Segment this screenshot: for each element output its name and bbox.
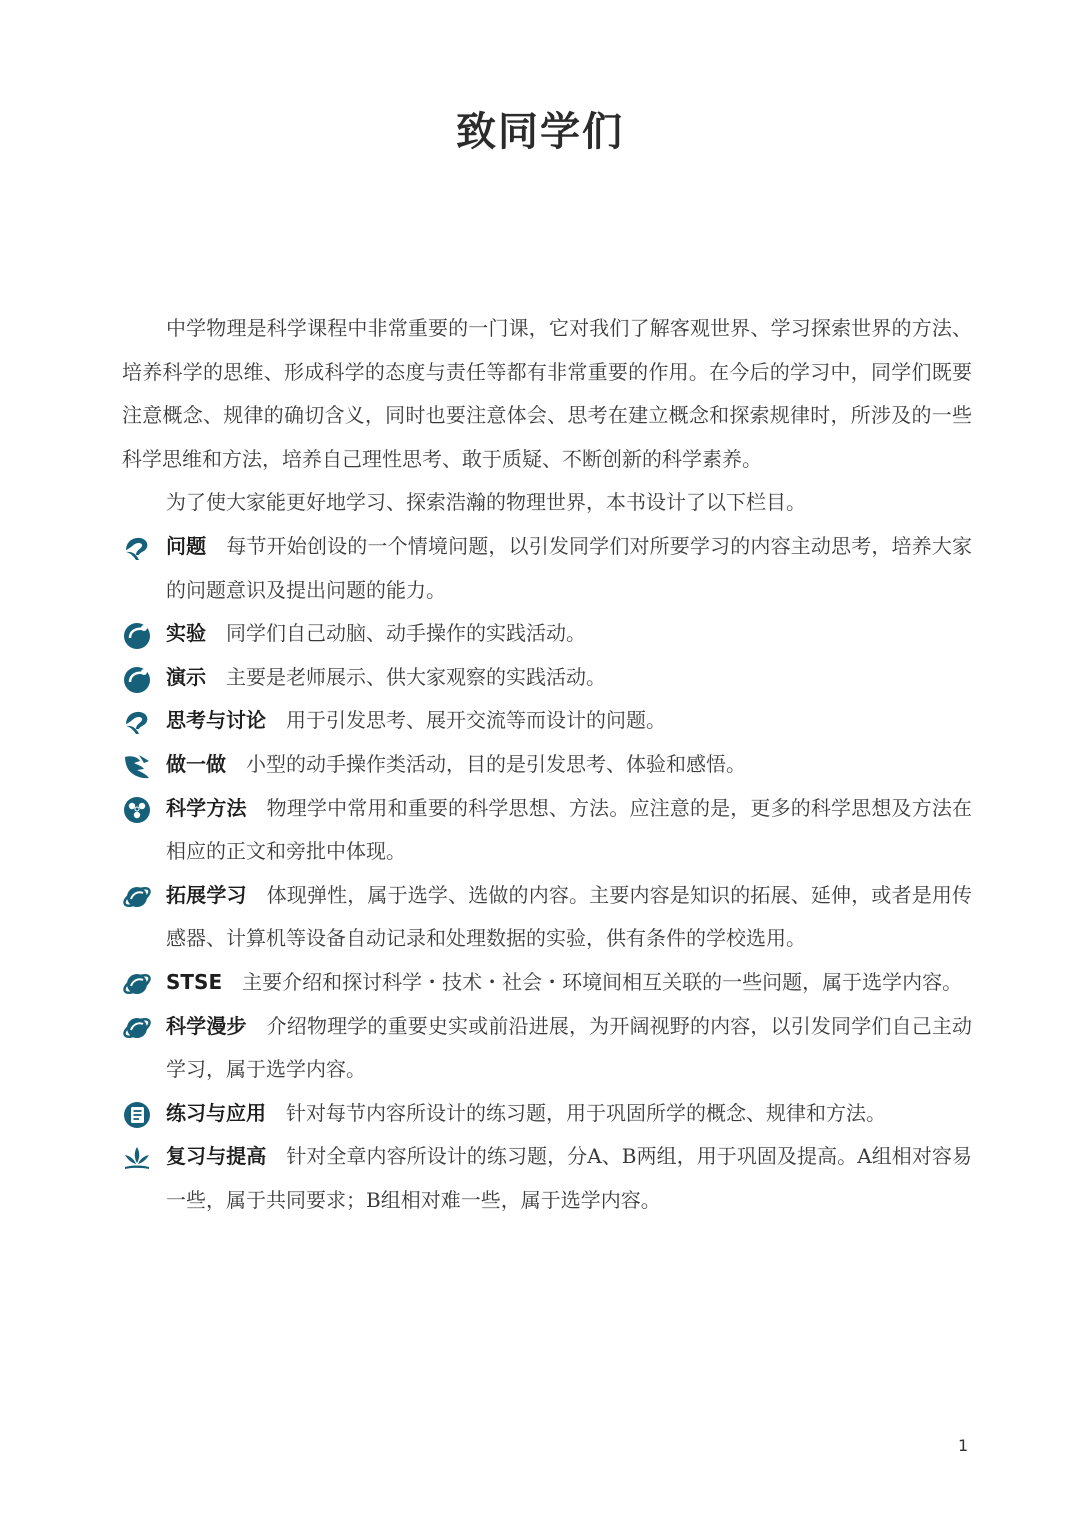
hand-icon bbox=[122, 751, 152, 781]
column-desc: 体现弹性，属于选学、选做的内容。主要内容是知识的拓展、延伸，或者是用传感器、计算机等设备自动记录和处理数据的实验，供有条件的学校选用。 bbox=[166, 882, 973, 951]
question-icon bbox=[122, 533, 152, 563]
book-icon bbox=[122, 1100, 152, 1130]
column-name: 演示 bbox=[166, 664, 206, 689]
column-name: 做一做 bbox=[166, 751, 226, 776]
column-item-experiment bbox=[122, 612, 972, 656]
column-desc: 介绍物理学的重要史实或前沿进展，为开阔视野的内容，以引发同学们自己主动学习，属于选学内容。 bbox=[166, 1013, 973, 1082]
column-desc: 主要介绍和探讨科学・技术・社会・环境间相互关联的一些问题，属于选学内容。 bbox=[242, 969, 963, 994]
column-name: 科学方法 bbox=[166, 795, 247, 820]
column-desc: 用于引发思考、展开交流等而设计的问题。 bbox=[286, 708, 666, 733]
column-item-review bbox=[122, 1135, 972, 1222]
column-desc: 物理学中常用和重要的科学思想、方法。应注意的是，更多的科学思想及方法在相应的正文和旁批中体现。 bbox=[166, 795, 973, 864]
orbit-icon bbox=[122, 882, 152, 912]
sprout-icon bbox=[122, 1143, 152, 1173]
column-item-stse bbox=[122, 961, 972, 1005]
intro-paragraph: 为了使大家能更好地学习、探索浩瀚的物理世界，本书设计了以下栏目。 bbox=[166, 490, 806, 515]
column-name: 实验 bbox=[166, 621, 206, 646]
column-item-science-walk bbox=[122, 1005, 972, 1092]
column-item-method bbox=[122, 787, 972, 874]
column-name: STSE bbox=[166, 969, 223, 994]
column-name: 复习与提高 bbox=[166, 1144, 267, 1169]
column-name: 科学漫步 bbox=[166, 1013, 247, 1038]
molecule-icon bbox=[122, 795, 152, 825]
column-desc: 每节开始创设的一个情境问题，以引发同学们对所要学习的内容主动思考，培养大家的问题意识及提出问题的能力。 bbox=[166, 533, 973, 602]
page-title: 致同学们 bbox=[456, 108, 624, 155]
column-desc: 小型的动手操作类活动，目的是引发思考、体验和感悟。 bbox=[246, 751, 746, 776]
column-item-demo bbox=[122, 656, 972, 700]
intro-paragraph: 中学物理是科学课程中非常重要的一门课，它对我们了解客观世界、学习探索世界的方法、培养科学的思维、形成科学的态度与责任等都有非常重要的作用。在今后的学习中，同学们既要注意概念、规律的确切含义，同时也要注意体会、思考在建立概念和探索规律时，所涉及的一些科学思维和方法，培养自己理性思考、敢于质疑、不断创新的科学素养。 bbox=[122, 316, 972, 471]
column-item-try bbox=[122, 743, 972, 787]
column-desc: 主要是老师展示、供大家观察的实践活动。 bbox=[226, 664, 606, 689]
column-name: 思考与讨论 bbox=[166, 708, 266, 733]
column-item-extension bbox=[122, 874, 972, 961]
flask-icon bbox=[122, 664, 152, 694]
orbit-icon bbox=[122, 1013, 152, 1043]
discussion-icon bbox=[122, 707, 152, 737]
column-item-question bbox=[122, 525, 972, 612]
main-content bbox=[122, 307, 972, 1222]
column-desc: 同学们自己动脑、动手操作的实践活动。 bbox=[226, 621, 586, 646]
flask-icon bbox=[122, 620, 152, 650]
column-name: 练习与应用 bbox=[166, 1100, 266, 1125]
page-number: 1 bbox=[958, 1436, 969, 1455]
column-desc: 针对全章内容所设计的练习题，分A、B两组，用于巩固及提高。A组相对容易一些，属于共同要求；B组相对难一些，属于选学内容。 bbox=[166, 1144, 972, 1212]
orbit-icon bbox=[122, 969, 152, 999]
column-item-practice bbox=[122, 1092, 972, 1136]
column-name: 拓展学习 bbox=[166, 882, 247, 907]
column-desc: 针对每节内容所设计的练习题，用于巩固所学的概念、规律和方法。 bbox=[286, 1100, 886, 1125]
column-name: 问题 bbox=[166, 533, 207, 558]
column-item-discussion bbox=[122, 699, 972, 743]
